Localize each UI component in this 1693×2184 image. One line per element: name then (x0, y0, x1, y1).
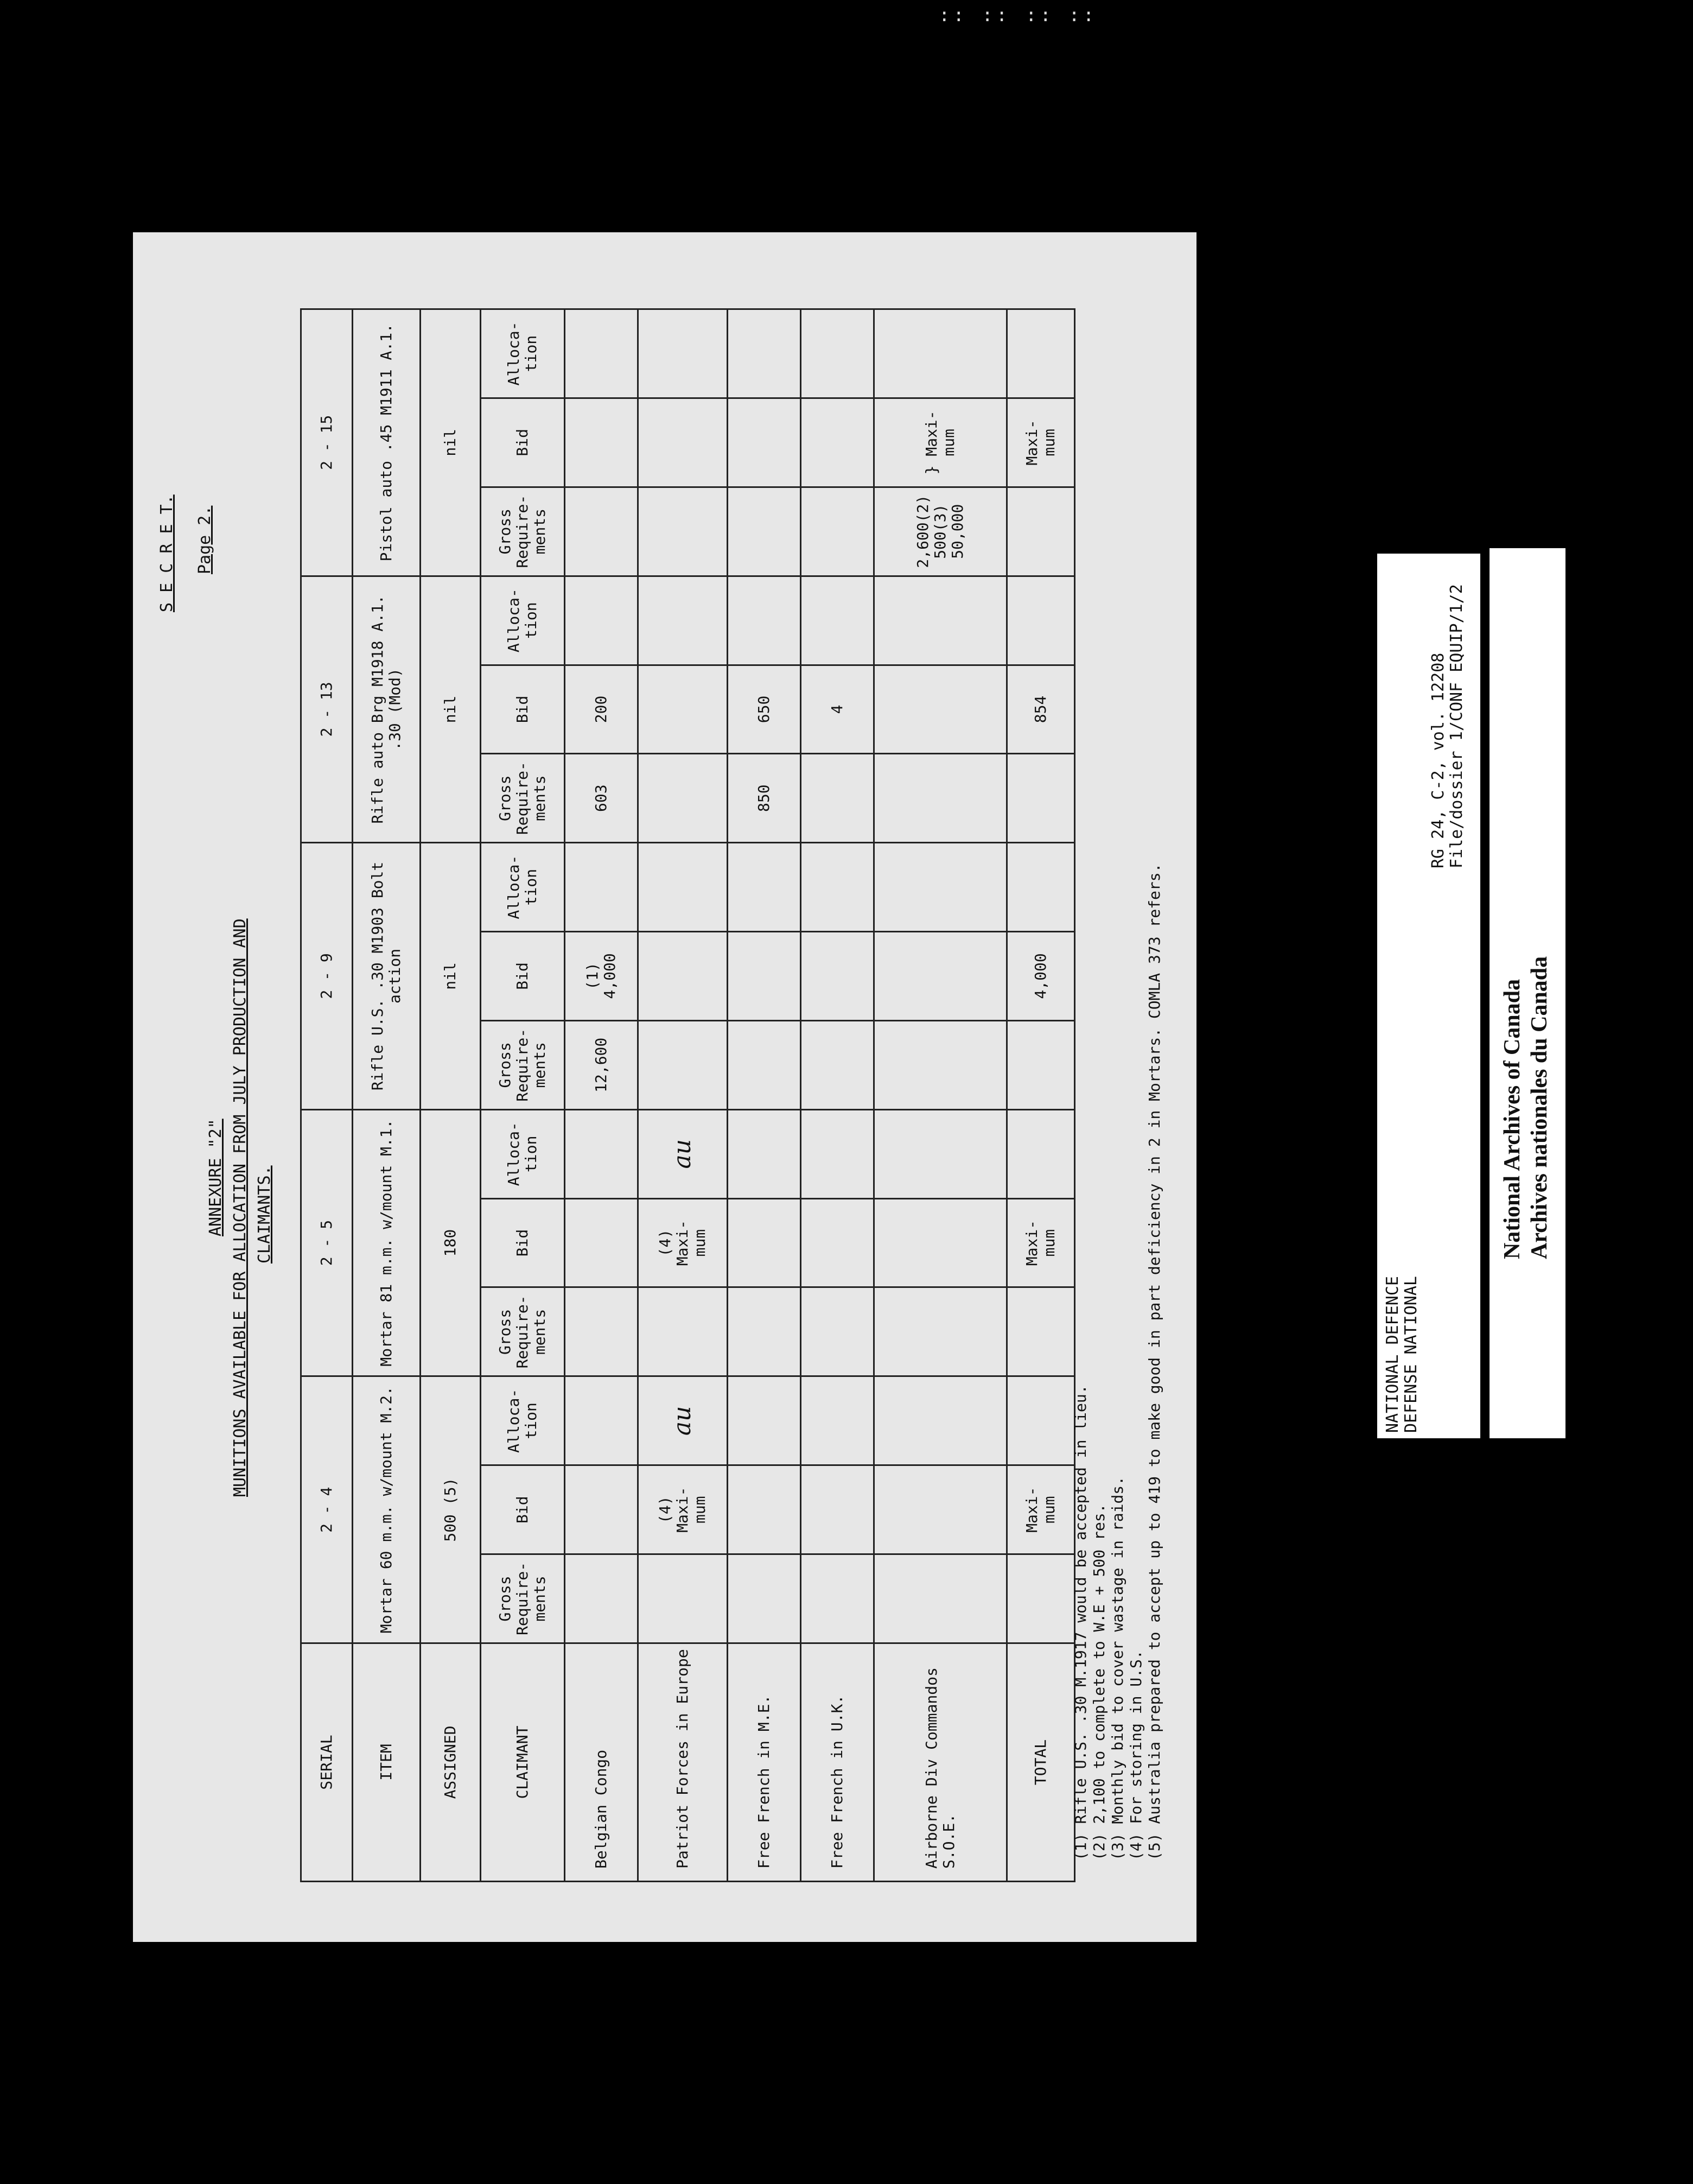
table-cell (1007, 1376, 1075, 1465)
allocation-header: Alloca- tion (481, 1376, 565, 1465)
table-cell (874, 1109, 1007, 1198)
table-cell (728, 1287, 801, 1376)
munitions-table (300, 308, 1075, 1882)
table-cell (801, 1287, 874, 1376)
department-line: NATIONAL DEFENCE (1383, 1276, 1402, 1433)
table-row (565, 309, 638, 1882)
table-cell (638, 1020, 728, 1109)
gross-header: Gross Require- ments (481, 1020, 565, 1109)
table-cell (801, 1376, 874, 1465)
claimant-label: CLAIMANT (481, 1643, 565, 1881)
table-cell: Maxi- mum (1007, 1198, 1075, 1287)
table-cell (728, 1109, 801, 1198)
table-cell: Maxi- mum (1007, 1465, 1075, 1554)
serial-2-9: 2 - 9 (301, 843, 353, 1110)
gross-header: Gross Require- ments (481, 754, 565, 843)
table-cell (1007, 1109, 1075, 1198)
table-cell (638, 665, 728, 754)
table-cell (874, 754, 1007, 843)
assigned-cell: 180 (421, 1109, 481, 1376)
item-cell: Rifle auto Brg M1918 A.1. .30 (Mod) (353, 576, 421, 842)
bid-header: Bid (481, 1465, 565, 1554)
archives-name-en: National Archives of Canada (1500, 979, 1525, 1259)
table-cell (1007, 309, 1075, 398)
table-cell (874, 1465, 1007, 1554)
handwritten-initials: au (638, 1376, 728, 1465)
department-line: DEFENSE NATIONAL (1402, 1276, 1421, 1433)
file-reference: File/dossier 1/CONF EQUIP/1/2 (1447, 584, 1466, 868)
footnote: (5) Australia prepared to accept up to 419 to make good in part deficiency in 2 in Mortars. COMLA 373 refers. (1145, 863, 1163, 1861)
table-cell (728, 1554, 801, 1643)
document-sheet (133, 232, 1196, 1942)
table-cell (728, 309, 801, 398)
table-cell: 2,600(2) 500(3) 50,000 (874, 487, 1007, 576)
table-cell (638, 398, 728, 487)
serial-2-15: 2 - 15 (301, 309, 353, 576)
assigned-cell: nil (421, 309, 481, 576)
table-cell (1007, 1020, 1075, 1109)
table-cell: 4,000 (1007, 932, 1075, 1021)
table-cell (638, 843, 728, 932)
table-cell (638, 576, 728, 665)
table-cell (1007, 1554, 1075, 1643)
item-label: ITEM (353, 1643, 421, 1881)
table-cell (801, 932, 874, 1021)
footnote: (4) For storing in U.S. (1127, 1650, 1145, 1861)
item-cell: Rifle U.S. .30 M1903 Bolt action (353, 843, 421, 1110)
classification: S E C R E T. (157, 494, 176, 612)
table-cell (1007, 754, 1075, 843)
table-cell (874, 576, 1007, 665)
bid-header: Bid (481, 665, 565, 754)
table-cell: 854 (1007, 665, 1075, 754)
table-cell: 650 (728, 665, 801, 754)
table-row (638, 309, 728, 1882)
total-row (1007, 309, 1075, 1882)
annexure-title: ANNEXURE "2" (206, 1119, 225, 1236)
table-cell (874, 843, 1007, 932)
table-cell (565, 1198, 638, 1287)
table-cell (728, 1198, 801, 1287)
table-cell (638, 754, 728, 843)
table-cell (565, 398, 638, 487)
bid-header: Bid (481, 1198, 565, 1287)
table-cell (638, 1554, 728, 1643)
claimant-name: Belgian Congo (565, 1643, 638, 1881)
gross-header: Gross Require- ments (481, 1287, 565, 1376)
serial-2-5: 2 - 5 (301, 1109, 353, 1376)
table-cell (638, 1287, 728, 1376)
table-cell: 4 (801, 665, 874, 754)
table-row (801, 309, 874, 1882)
table-cell (565, 1287, 638, 1376)
item-cell: Mortar 81 m.m. w/mount M.1. (353, 1109, 421, 1376)
table-cell: (4) Maxi- mum (638, 1465, 728, 1554)
footnote: (3) Monthly bid to cover wastage in raids. (1109, 1476, 1126, 1861)
serial-2-4: 2 - 4 (301, 1376, 353, 1643)
table-cell: 12,600 (565, 1020, 638, 1109)
table-cell (728, 1020, 801, 1109)
allocation-header: Alloca- tion (481, 1109, 565, 1198)
table-cell (874, 932, 1007, 1021)
table-cell (638, 309, 728, 398)
table-cell (638, 487, 728, 576)
gross-header: Gross Require- ments (481, 1554, 565, 1643)
table-cell (728, 932, 801, 1021)
table-cell (1007, 843, 1075, 932)
table-cell: 200 (565, 665, 638, 754)
allocation-header: Alloca- tion (481, 843, 565, 932)
table-cell (801, 1198, 874, 1287)
table-cell (565, 1465, 638, 1554)
table-cell (638, 932, 728, 1021)
claimant-header-row (481, 309, 565, 1882)
archives-name-fr: Archives nationales du Canada (1527, 956, 1552, 1259)
footnotes (1072, 864, 1164, 1861)
allocation-header: Alloca- tion (481, 309, 565, 398)
table-cell (728, 487, 801, 576)
document-title-line2: CLAIMANTS. (255, 1165, 274, 1264)
table-cell: (4) Maxi- mum (638, 1198, 728, 1287)
table-row (728, 309, 801, 1882)
table-cell (874, 309, 1007, 398)
archives-logo-label (1490, 548, 1565, 1438)
item-row (353, 309, 421, 1882)
bid-header: Bid (481, 398, 565, 487)
item-cell: Mortar 60 m.m. w/mount M.2. (353, 1376, 421, 1643)
footnote: (1) Rifle U.S. .30 M.1917 would be accepted in lieu. (1072, 1385, 1090, 1861)
table-cell (801, 576, 874, 665)
table-cell (874, 1020, 1007, 1109)
table-cell (728, 1376, 801, 1465)
table-cell (801, 1020, 874, 1109)
table-cell (801, 398, 874, 487)
film-marks-2: :: :: (1026, 4, 1098, 26)
table-cell (565, 309, 638, 398)
claimant-name: Free French in U.K. (801, 1643, 874, 1881)
table-cell (874, 1376, 1007, 1465)
table-cell (565, 487, 638, 576)
claimant-name: Airborne Div Commandos S.O.E. (874, 1643, 1007, 1881)
total-label: TOTAL (1007, 1643, 1075, 1881)
table-cell (728, 843, 801, 932)
table-cell: 603 (565, 754, 638, 843)
table-cell: (1) 4,000 (565, 932, 638, 1021)
table-cell (728, 398, 801, 487)
table-cell (1007, 1287, 1075, 1376)
serial-2-13: 2 - 13 (301, 576, 353, 842)
table-cell: } Maxi- mum (874, 398, 1007, 487)
assigned-cell: nil (421, 576, 481, 842)
film-marks: :: :: (939, 4, 1011, 26)
table-cell (801, 487, 874, 576)
table-cell (801, 309, 874, 398)
table-cell (874, 1198, 1007, 1287)
table-cell (801, 754, 874, 843)
table-cell (565, 1109, 638, 1198)
table-cell (565, 843, 638, 932)
table-cell (874, 665, 1007, 754)
table-cell (565, 1554, 638, 1643)
table-cell (874, 1287, 1007, 1376)
table-cell (565, 576, 638, 665)
assigned-row (421, 309, 481, 1882)
document-title-line1: MUNITIONS AVAILABLE FOR ALLOCATION FROM JULY PRODUCTION AND (231, 918, 250, 1497)
bid-header: Bid (481, 932, 565, 1021)
table-cell (1007, 576, 1075, 665)
table-cell (728, 1465, 801, 1554)
handwritten-initials: au (638, 1109, 728, 1198)
claimant-name: Free French in M.E. (728, 1643, 801, 1881)
table-cell (1007, 487, 1075, 576)
table-cell (874, 1554, 1007, 1643)
claimant-name: Patriot Forces in Europe (638, 1643, 728, 1881)
serial-label: SERIAL (301, 1643, 353, 1881)
table-cell (801, 843, 874, 932)
allocation-header: Alloca- tion (481, 576, 565, 665)
archive-reference-label (1377, 554, 1480, 1438)
table-cell (801, 1465, 874, 1554)
page-number: Page 2. (195, 505, 214, 574)
assigned-label: ASSIGNED (421, 1643, 481, 1881)
table-cell: Maxi- mum (1007, 398, 1075, 487)
table-cell (728, 576, 801, 665)
table-cell (801, 1554, 874, 1643)
document-content (133, 232, 1196, 1942)
file-reference: RG 24, C-2, vol. 12208 (1429, 652, 1448, 868)
gross-header: Gross Require- ments (481, 487, 565, 576)
assigned-cell: 500 (5) (421, 1376, 481, 1643)
table-cell: 850 (728, 754, 801, 843)
footnote: (2) 2,100 to complete to W.E + 500 res. (1090, 1503, 1108, 1861)
table-row (874, 309, 1007, 1882)
serial-row (301, 309, 353, 1882)
assigned-cell: nil (421, 843, 481, 1110)
table-cell (801, 1109, 874, 1198)
item-cell: Pistol auto .45 M1911 A.1. (353, 309, 421, 576)
table-cell (565, 1376, 638, 1465)
